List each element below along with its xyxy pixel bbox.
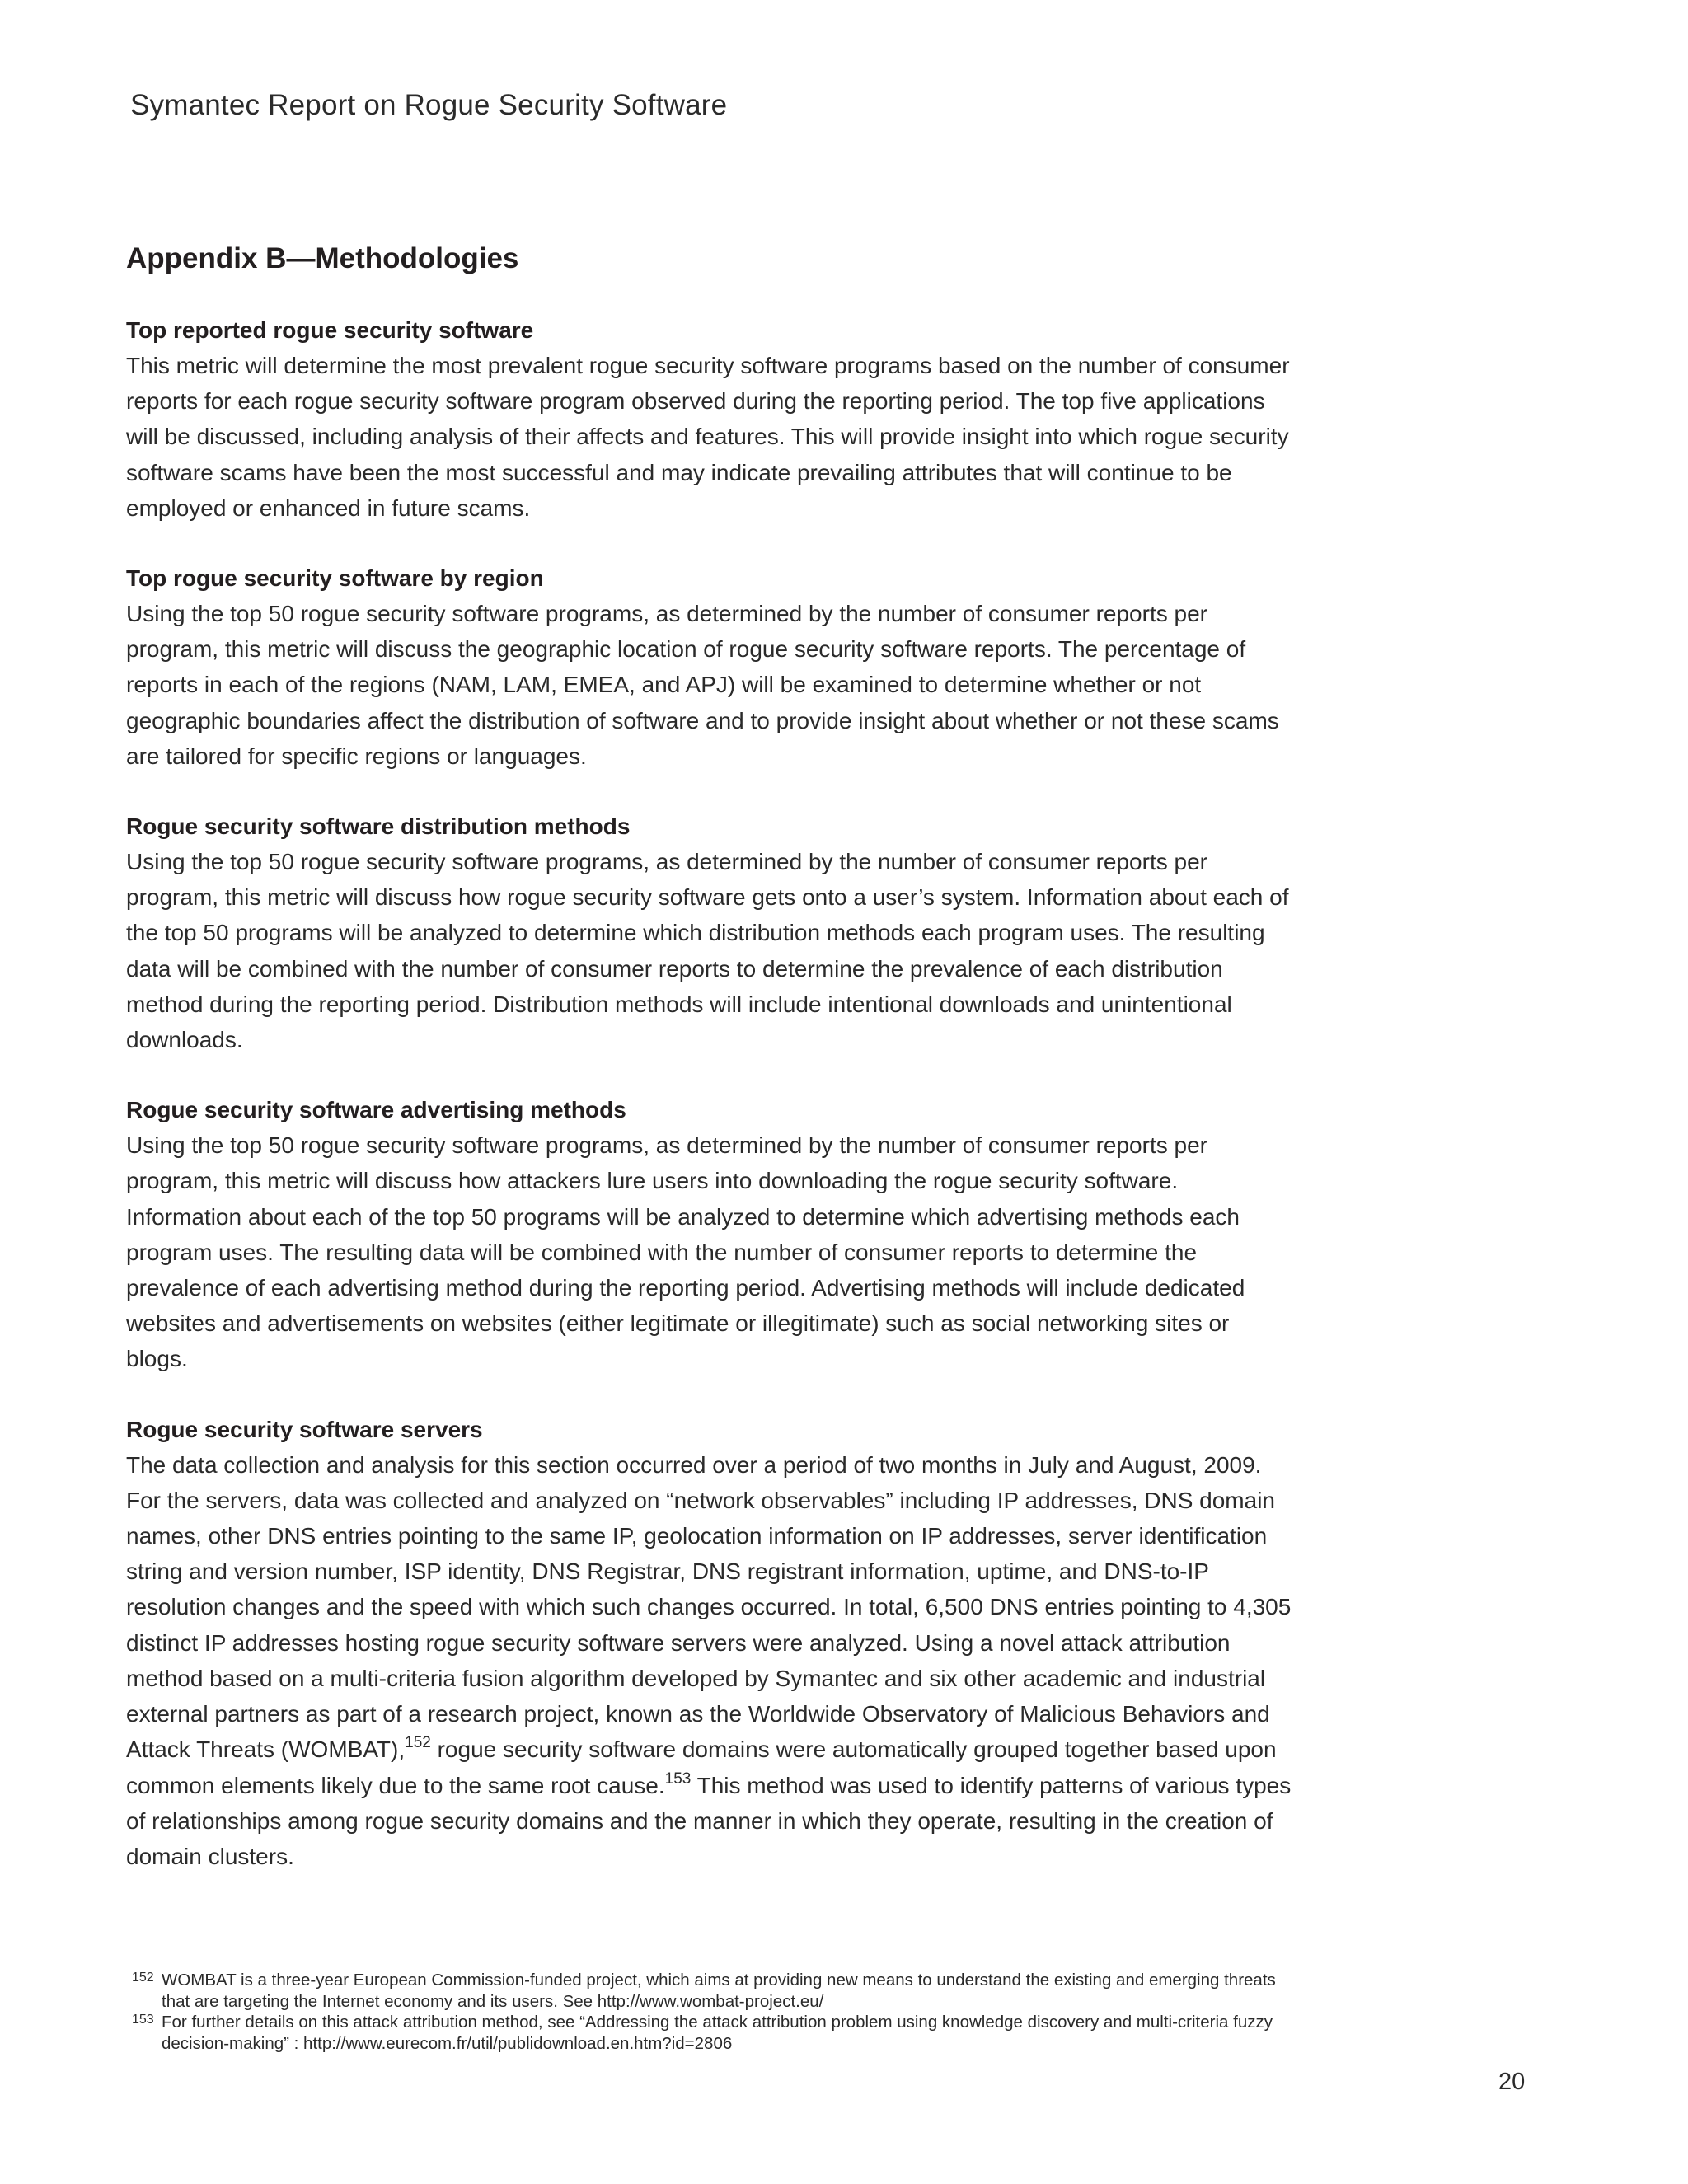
section-servers <box>126 1413 1296 1874</box>
body-text: The data collection and analysis for this section occurred over a period of two months in July and August, 2009. For the servers, data was collected and analyzed on “network observables” including IP addresses, DNS domain names, other DNS entries pointing to the same IP, geolocation information on IP addresses, server identification string and version number, ISP identity, DNS Registrar, DNS registrant information, uptime, and DNS-to-IP resolution changes and the speed with which such changes occurred. In total, 6,500 DNS entries pointing to 4,305 distinct IP addresses hosting rogue security software servers were analyzed. Using a novel attack attribution method based on a multi-criteria fusion algorithm developed by Symantec and six other academic and industrial external partners as part of a research project, known as the Worldwide Observatory of Malicious Behaviors and Attack Threats (WOMBAT), <box>126 1451 1292 1763</box>
section-body: Using the top 50 rogue security software programs, as determined by the number of consumer reports per program, this metric will discuss how rogue security software gets onto a user’s system. Information about each of the top 50 programs will be analyzed to determine which distribution methods each program uses. The resulting data will be combined with the number of consumer reports to determine the prevalence of each distribution method during the reporting period. Distribution methods will include intentional downloads and unintentional downloads. <box>126 849 1289 1053</box>
section-title: Rogue security software distribution methods <box>126 813 631 840</box>
page-number: 20 <box>1498 2069 1526 2095</box>
footnote-number: 152 <box>132 1971 154 1985</box>
body-text: This method was used to identify patterns of various types of relationships among rogue security domains and the manner in which they operate, resulting in the creation of domain clusters. <box>126 1772 1292 1869</box>
footnote-ref-152[interactable]: 152 <box>405 1734 431 1752</box>
section-body: This metric will determine the most prevalent rogue security software programs based on the number of consumer reports for each rogue security software program observed during the reporting period. The top five applications will be discussed, including analysis of their affects and features. This will provide insight into which rogue security software scams have been the most successful and may indicate prevailing attributes that will continue to be employed or enhanced in future scams. <box>126 353 1290 521</box>
footnote-text: WOMBAT is a three-year European Commission-funded project, which aims at providing new means to understand the existing and emerging threats that are targeting the Internet economy and its users. See http://www.wombat-project.eu/ <box>162 1971 1276 2011</box>
appendix-title: Appendix B—Methodologies <box>126 242 519 274</box>
footnotes <box>132 1970 1286 2054</box>
section-distribution-methods <box>126 809 1296 1057</box>
section-title: Top rogue security software by region <box>126 565 544 592</box>
section-title: Rogue security software servers <box>126 1416 483 1442</box>
body-text: rogue security software domains were automatically grouped together based upon common elements likely due to the same root cause. <box>126 1736 1277 1798</box>
section-advertising-methods <box>126 1093 1296 1376</box>
section-title: Rogue security software advertising methods <box>126 1097 626 1123</box>
section-body <box>126 1447 1296 1874</box>
section-by-region <box>126 561 1296 774</box>
footnote-153 <box>132 2012 1286 2054</box>
section-body: Using the top 50 rogue security software programs, as determined by the number of consumer reports per program, this metric will discuss the geographic location of rogue security software reports. The percentage of reports in each of the regions (NAM, LAM, EMEA, and APJ) will be examined to determine whether or not geographic boundaries affect the distribution of software and to provide insight about whether or not these scams are tailored for specific regions or languages. <box>126 601 1279 769</box>
main-content <box>126 239 1296 1910</box>
section-body: Using the top 50 rogue security software programs, as determined by the number of consumer reports per program, this metric will discuss how attackers lure users into downloading the rogue security software. Information about each of the top 50 programs will be analyzed to determine which advertising methods each program uses. The resulting data will be combined with the number of consumer reports to determine the prevalence of each advertising method during the reporting period. Advertising methods will include dedicated websites and advertisements on websites (either legitimate or illegitimate) such as social networking sites or blogs. <box>126 1132 1245 1372</box>
section-top-reported <box>126 313 1296 526</box>
footnote-text: For further details on this attack attribution method, see “Addressing the attack attribution problem using knowledge discovery and multi-criteria fuzzy decision-making” : http://www.eurecom.fr/util/publidownload.en.htm?id=2806 <box>162 2013 1273 2053</box>
footnote-number: 153 <box>132 2013 154 2027</box>
footnote-152 <box>132 1970 1286 2012</box>
section-title: Top reported rogue security software <box>126 317 534 343</box>
running-header: Symantec Report on Rogue Security Software <box>130 89 728 121</box>
footnote-ref-153[interactable]: 153 <box>664 1769 692 1788</box>
